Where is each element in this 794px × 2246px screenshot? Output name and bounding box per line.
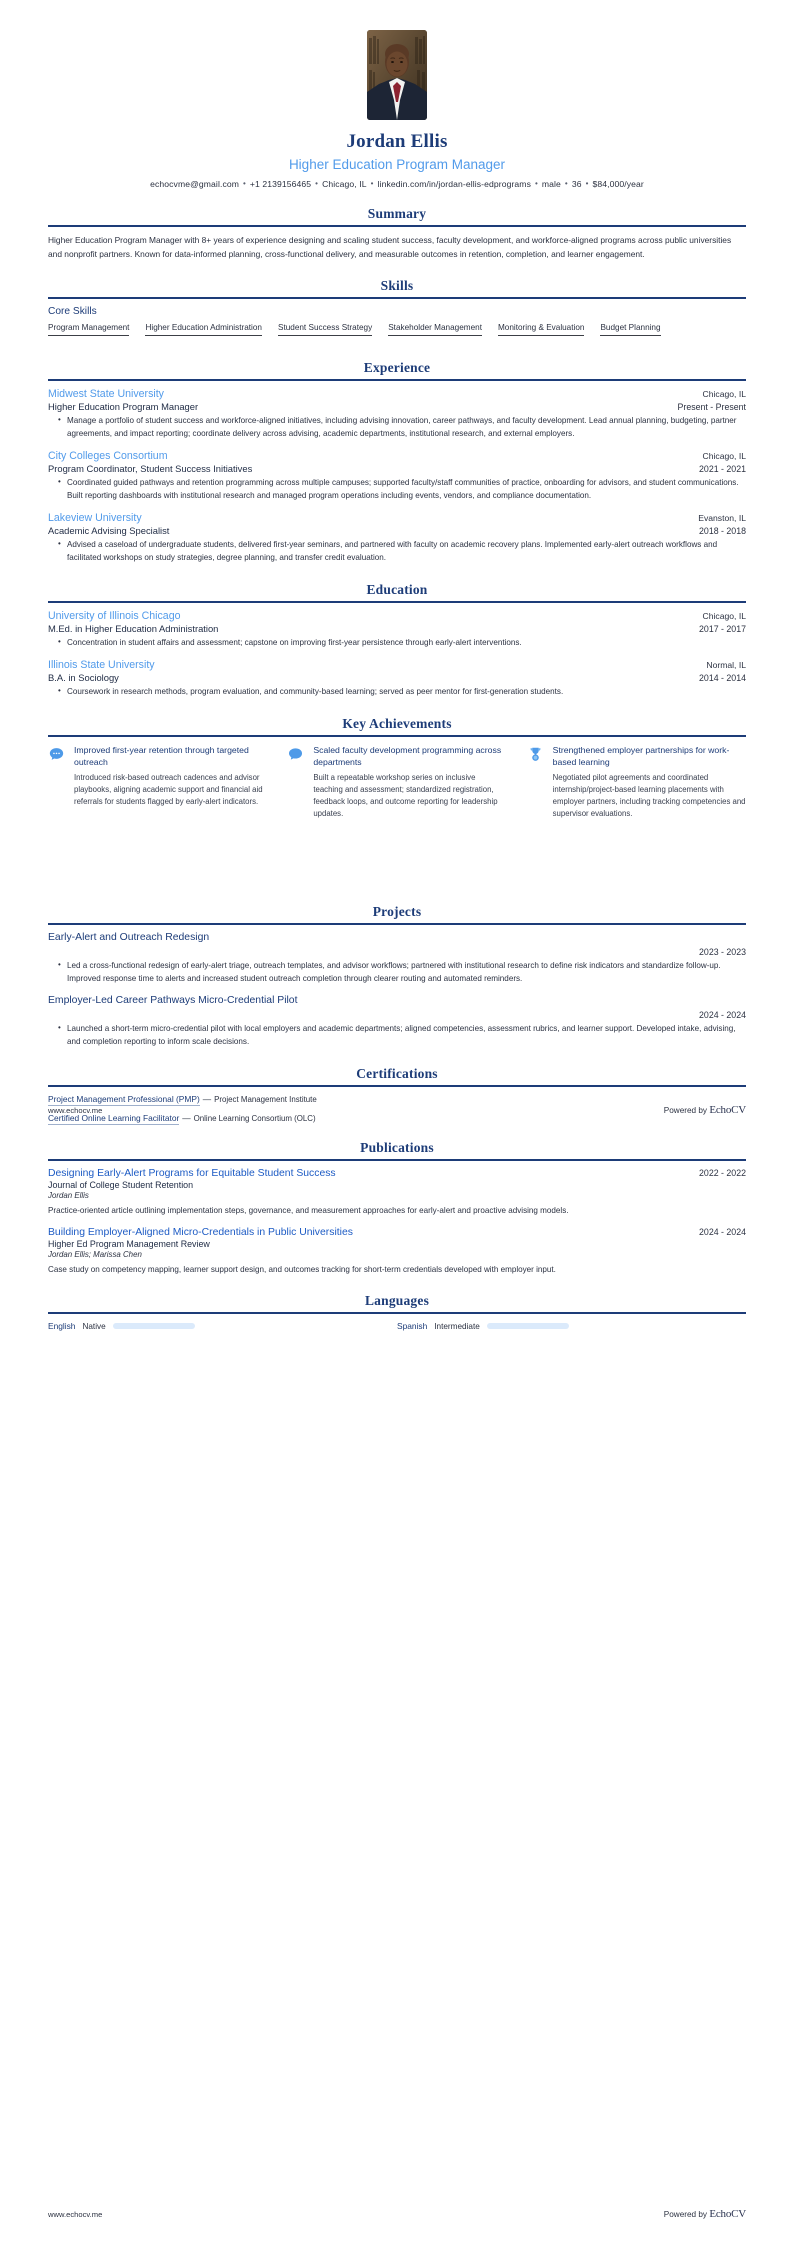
section-languages xyxy=(0,1293,794,1331)
entry-organization: Midwest State University xyxy=(48,388,164,401)
publication-journal: Journal of College Student Retention xyxy=(48,1180,194,1190)
footer-powered-label: Powered by xyxy=(663,1106,708,1115)
project-entry xyxy=(48,932,746,986)
language-item xyxy=(397,1321,746,1331)
project-title: Employer-Led Career Pathways Micro-Credential Pilot xyxy=(48,995,298,1007)
achievement-title: Improved first-year retention through targeted outreach xyxy=(74,744,249,768)
publication-entry xyxy=(48,1168,746,1218)
language-level: Native xyxy=(82,1321,106,1331)
language-proficiency-bar xyxy=(487,1323,569,1329)
footer-brand: EchoCV xyxy=(709,1104,746,1116)
page-footer xyxy=(48,2208,746,2220)
resume-header xyxy=(0,0,794,189)
achievement-description: Built a repeatable workshop series on inclusive teaching and assessment; standardized registration, feedback loops, and outcome reporting for leadership updates. xyxy=(313,772,498,819)
education-entry xyxy=(48,610,746,650)
achievement-description: Introduced risk-based outreach cadences and advisor playbooks, aligning academic support and financial aid referrals for students flagged by early-alert indicators. xyxy=(74,772,263,807)
section-projects xyxy=(0,904,794,1049)
entry-organization: University of Illinois Chicago xyxy=(48,609,181,622)
experience-entry xyxy=(48,512,746,565)
contact-gender: male xyxy=(541,179,561,189)
footer-powered-by xyxy=(664,1104,746,1116)
section-publications xyxy=(0,1140,794,1276)
publication-journal: Higher Ed Program Management Review xyxy=(48,1238,210,1249)
entry-organization: City Colleges Consortium xyxy=(48,450,168,463)
section-divider xyxy=(48,379,746,381)
skill-chip: Student Success Strategy xyxy=(278,322,372,336)
job-title: Higher Education Program Manager xyxy=(288,157,506,172)
project-title: Early-Alert and Outreach Redesign xyxy=(48,932,210,944)
entry-role: Academic Advising Specialist xyxy=(48,524,170,536)
project-dates: 2024 - 2024 xyxy=(699,1010,746,1021)
entry-bullets xyxy=(48,415,746,441)
section-divider xyxy=(48,735,746,737)
certification-dash: — xyxy=(182,1113,191,1123)
language-proficiency-bar xyxy=(113,1323,195,1329)
chat-bubble-icon xyxy=(287,746,304,763)
achievement-card xyxy=(527,744,746,821)
publication-dates: 2024 - 2024 xyxy=(699,1226,746,1237)
separator-dot: • xyxy=(534,179,538,188)
separator-dot: • xyxy=(370,179,374,188)
entry-bullets xyxy=(48,477,746,503)
contact-location: Chicago, IL xyxy=(322,179,367,189)
project-dates: 2023 - 2023 xyxy=(699,947,746,958)
entry-dates: Present - Present xyxy=(677,402,746,413)
bullet-item: • Launched a short-term micro-credential pilot with local employers and academic departments; aligned competencies, assessment rubrics, and learner support. Developed intake, advising, and completion reporting to inform scale decisions. xyxy=(60,1023,746,1049)
section-experience xyxy=(0,360,794,565)
publication-title: Designing Early-Alert Programs for Equitable Student Success xyxy=(48,1168,336,1179)
entry-bullets xyxy=(48,539,746,565)
footer-powered-label: Powered by xyxy=(663,2210,708,2219)
entry-location: Chicago, IL xyxy=(702,610,746,621)
publication-dates: 2022 - 2022 xyxy=(699,1168,746,1178)
section-heading-languages: Languages xyxy=(364,1293,430,1309)
achievement-title: Strengthened employer partnerships for work-based learning xyxy=(552,744,730,768)
certification-issuer: Project Management Institute xyxy=(214,1095,317,1104)
skill-chip: Higher Education Administration xyxy=(145,322,262,336)
section-divider xyxy=(48,297,746,299)
separator-dot: • xyxy=(242,179,246,188)
section-heading-projects: Projects xyxy=(372,904,422,920)
entry-location: Normal, IL xyxy=(706,659,746,670)
entry-bullets xyxy=(48,1023,746,1049)
section-divider xyxy=(48,1312,746,1314)
bullet-item: • Coursework in research methods, program evaluation, and community-based learning; served as peer mentor for first-generation students. xyxy=(60,686,746,699)
separator-dot: • xyxy=(564,179,568,188)
section-education xyxy=(0,582,794,699)
entry-bullets xyxy=(48,637,746,650)
achievement-card xyxy=(287,744,506,821)
section-summary xyxy=(0,206,794,261)
experience-entry xyxy=(48,388,746,441)
section-heading-certifications: Certifications xyxy=(356,1066,438,1081)
section-heading-skills: Skills xyxy=(380,278,414,294)
section-divider xyxy=(48,923,746,925)
section-heading-education: Education xyxy=(366,581,428,597)
contact-line xyxy=(48,179,746,189)
publication-title: Building Employer-Aligned Micro-Credentials in Public Universities xyxy=(48,1226,353,1238)
chat-dots-icon xyxy=(48,746,65,763)
footer-powered-by xyxy=(664,2208,746,2220)
section-heading-summary: Summary xyxy=(367,206,427,221)
achievements-grid xyxy=(48,744,746,821)
publication-authors: Jordan Ellis; Marissa Chen xyxy=(48,1249,142,1259)
section-key-achievements xyxy=(0,716,794,821)
skill-chip: Monitoring & Evaluation xyxy=(498,322,584,336)
skill-chip: Stakeholder Management xyxy=(388,322,482,336)
skills-list xyxy=(48,322,746,343)
language-name: English xyxy=(48,1321,76,1332)
page-footer xyxy=(48,1104,746,1116)
entry-role: Higher Education Program Manager xyxy=(48,401,199,413)
certification-row xyxy=(48,1094,746,1104)
bullet-item: • Coordinated guided pathways and retention programming across multiple campuses; supported faculty/staff communities of practice, onboarding for advisors, and student communications. Built reporting dashboards with institutional research and managed program operations including events, vendors, and compliance documentation. xyxy=(60,477,746,503)
entry-location: Chicago, IL xyxy=(702,389,746,400)
project-entry xyxy=(48,995,746,1049)
section-divider xyxy=(48,225,746,227)
section-heading-experience: Experience xyxy=(363,360,431,376)
language-level: Intermediate xyxy=(434,1321,480,1331)
section-skills xyxy=(0,278,794,343)
achievement-card xyxy=(48,744,267,821)
bullet-item: • Concentration in student affairs and assessment; capstone on improving first-year persistence through early-alert interventions. xyxy=(60,637,746,650)
entry-location: Evanston, IL xyxy=(698,512,746,523)
education-entry xyxy=(48,659,746,699)
contact-email: echocvme@gmail.com xyxy=(150,179,239,189)
entry-role: Program Coordinator, Student Success Initiatives xyxy=(48,463,253,475)
page-title: Jordan Ellis xyxy=(346,131,448,152)
certification-name: Project Management Professional (PMP) xyxy=(48,1094,200,1104)
contact-age: 36 xyxy=(571,179,582,189)
publication-authors: Jordan Ellis xyxy=(48,1191,89,1200)
achievement-title: Scaled faculty development programming across departments xyxy=(313,744,502,768)
publication-entry xyxy=(48,1227,746,1277)
certification-name: Certified Online Learning Facilitator xyxy=(48,1113,180,1123)
entry-bullets xyxy=(48,686,746,699)
entry-degree: M.Ed. in Higher Education Administration xyxy=(48,622,219,634)
footer-website[interactable]: www.echocv.me xyxy=(48,1106,103,1115)
award-medal-icon xyxy=(527,746,544,763)
entry-dates: 2014 - 2014 xyxy=(699,672,746,683)
entry-organization: Illinois State University xyxy=(48,658,155,671)
separator-dot: • xyxy=(315,179,319,188)
section-divider xyxy=(48,601,746,603)
contact-linkedin[interactable]: linkedin.com/in/jordan-ellis-edprograms xyxy=(377,179,531,189)
certification-issuer: Online Learning Consortium (OLC) xyxy=(193,1114,316,1123)
publication-description: Practice-oriented article outlining implementation steps, governance, and measurement approaches for early-alert and proactive advising models. xyxy=(48,1206,569,1215)
entry-degree: B.A. in Sociology xyxy=(48,671,119,683)
entry-bullets xyxy=(48,960,746,986)
entry-location: Chicago, IL xyxy=(702,451,746,462)
contact-salary: $84,000/year xyxy=(592,179,644,189)
avatar xyxy=(367,30,427,120)
contact-phone: +1 2139156465 xyxy=(249,179,312,189)
section-divider xyxy=(48,1159,746,1161)
achievement-description: Negotiated pilot agreements and coordinated internship/project-based learning placements with employer partners, including tracking competencies and supervisor evaluations. xyxy=(552,772,746,819)
certification-dash: — xyxy=(202,1094,212,1104)
entry-dates: 2018 - 2018 xyxy=(699,525,746,536)
bullet-item: • Manage a portfolio of student success and workforce-aligned initiatives, including advising innovation, career pathways, and faculty development. Lead annual planning, budgeting, partner agreements, and impact reporting; coordinate delivery across advising, academic departments, institutional research, and external employers. xyxy=(60,415,746,441)
language-item xyxy=(48,1321,397,1331)
skills-group-title: Core Skills xyxy=(48,306,97,318)
skill-chip: Budget Planning xyxy=(600,322,660,336)
languages-list xyxy=(48,1321,746,1331)
bullet-item: • Led a cross-functional redesign of early-alert triage, outreach templates, and advisor workflows; partnered with institutional research to define risk indicators and standardize follow-up. Improved response time to alerts and increased student outreach completion through clearer routing and automated reminders. xyxy=(60,960,746,986)
entry-organization: Lakeview University xyxy=(48,511,142,524)
entry-dates: 2021 - 2021 xyxy=(699,464,746,475)
skill-chip: Program Management xyxy=(48,322,129,336)
bullet-item: • Advised a caseload of undergraduate students, delivered first-year seminars, and partnered with faculty on academic recovery plans. Implemented early-alert outreach workflows and facilitated workshops on study strategies, degree planning, and transfer credit evaluation. xyxy=(60,539,746,565)
footer-website[interactable]: www.echocv.me xyxy=(48,2210,103,2219)
summary-text: Higher Education Program Manager with 8+ years of experience designing and scaling student success, faculty development, and workforce-aligned programs across public universities and nonprofit partners. Known for data-informed planning, cross-functional delivery, and measurable outcomes in retention, completion, and learner engagement. xyxy=(48,235,732,259)
entry-dates: 2017 - 2017 xyxy=(699,623,746,634)
section-divider xyxy=(48,1085,746,1087)
language-name: Spanish xyxy=(397,1321,428,1332)
section-heading-achievements: Key Achievements xyxy=(342,715,452,731)
publication-description: Case study on competency mapping, learner support design, and outcomes tracking for short-term credentials developed with employer input. xyxy=(48,1264,556,1274)
footer-brand: EchoCV xyxy=(709,2208,746,2220)
experience-entry xyxy=(48,450,746,503)
separator-dot: • xyxy=(585,179,589,188)
section-heading-publications: Publications xyxy=(360,1140,434,1155)
